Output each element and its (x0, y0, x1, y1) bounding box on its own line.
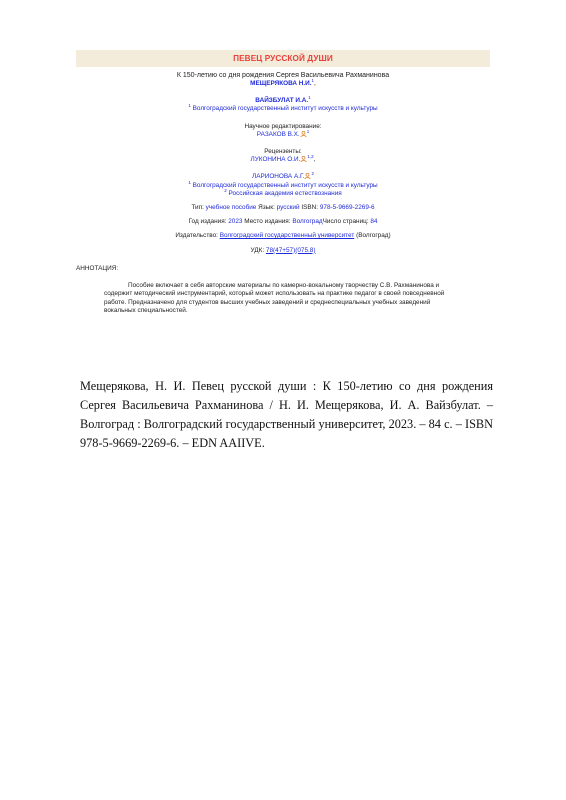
book-subtitle: К 150-летию со дня рождения Сергея Васильевича Рахманинова (176, 72, 390, 79)
language-value: русский (276, 204, 300, 212)
reviewers-block (76, 148, 490, 198)
spacer (76, 114, 490, 123)
affiliation-number: 1 (188, 103, 191, 109)
author-1 (76, 77, 490, 88)
scientific-editing-label: Научное редактирование: (244, 122, 322, 130)
publisher-label: Издательство: (175, 232, 218, 240)
place-value: Волгоград (292, 218, 323, 226)
affiliation-text: Волгоградский государственный институт искусств и культуры (192, 105, 378, 113)
person-profile-icon[interactable] (300, 131, 307, 138)
author-name-link[interactable]: МЕЩЕРЯКОВА Н.И. (250, 80, 312, 87)
reviewer-affiliation-1[interactable] (76, 179, 490, 190)
type-value: учебное пособие (205, 204, 257, 212)
reviewer-1 (76, 156, 490, 164)
bibliographic-record (76, 50, 490, 315)
reviewer-affiliation-sup: 2 (311, 171, 314, 177)
author-affiliation-1[interactable] (76, 105, 490, 113)
annotation-text: Пособие включает в себя авторские материалы по камерно-вокальному творчеству С.В. Рахманинова и содержит методический инструментарий, который может использовать на практике педагог в своей повседневной работе. Предназначено для студентов высших учебных заведений и среднеспециальных учебных заведений вокальных специальностей. (104, 281, 445, 315)
editor-name-link[interactable]: РАЗАКОВ В.Х. (256, 130, 300, 138)
udk-label: УДК: (250, 246, 265, 254)
author-name-link[interactable]: ВАЙЗБУЛАТ И.А. (255, 97, 309, 105)
reviewer-separator: , (313, 156, 316, 164)
reviewer-2 (76, 173, 490, 181)
pages-value: 84 (370, 218, 378, 226)
meta-line-year-place-pages (76, 218, 490, 226)
book-title[interactable]: ПЕВЕЦ РУССКОЙ ДУШИ (76, 50, 490, 67)
bibliographic-citation: Мещерякова, Н. И. Певец русской души : К 150-летию со дня рождения Сергея Васильевича Рахманинова / Н. И. Мещерякова, И. А. Вайзбулат. – Волгоград : Волгоградский государственный университет, 2023. – 84 с. – ISBN 978-5-9669-2269-6. – EDN AAIIVE. (80, 379, 493, 450)
scientific-editing-block (76, 123, 490, 139)
authors-block (76, 77, 490, 114)
spacer (76, 88, 490, 97)
author-affiliation-sup: 1 (308, 95, 311, 101)
affiliation-number: 1 (188, 179, 191, 185)
author-separator: , (314, 80, 316, 87)
author-affiliation-sup: 1 (311, 77, 315, 83)
reviewer-affiliation-sup: 1,2 (307, 154, 314, 160)
reviewer-affiliation-2[interactable] (76, 187, 490, 198)
affiliation-text: Российская академия естествознания (228, 189, 342, 197)
reviewer-name-link[interactable]: ЛАРИОНОВА А.Г. (252, 173, 305, 181)
spacer (76, 139, 490, 148)
udk-line (76, 247, 490, 255)
type-label: Тип: (191, 204, 204, 212)
isbn-value: 978-5-9669-2269-6 (319, 204, 375, 212)
meta-line-type-language-isbn (76, 204, 490, 212)
publisher-link[interactable]: Волгоградский государственный университет (219, 232, 355, 240)
editor-affiliation-sup: 1 (306, 128, 310, 134)
place-label: Место издания: (244, 218, 291, 226)
year-label: Год издания: (188, 218, 227, 226)
reviewers-label: Рецензенты: (264, 148, 302, 156)
publisher-city: (Волгоград) (356, 232, 391, 240)
reviewer-name-link[interactable]: ЛУКОНИНА О.И. (250, 156, 301, 164)
year-value: 2023 (228, 218, 243, 226)
language-label: Язык: (258, 204, 275, 212)
pages-label: Число страниц: (322, 218, 369, 226)
affiliation-text: Волгоградский государственный институт искусств и культуры (192, 181, 378, 189)
affiliation-number: 2 (224, 187, 227, 193)
annotation-label: АННОТАЦИЯ: (76, 264, 119, 272)
isbn-label: ISBN: (301, 204, 319, 212)
udk-link[interactable]: 78(47+57)(075.8) (265, 246, 316, 254)
publisher-line (76, 232, 490, 240)
